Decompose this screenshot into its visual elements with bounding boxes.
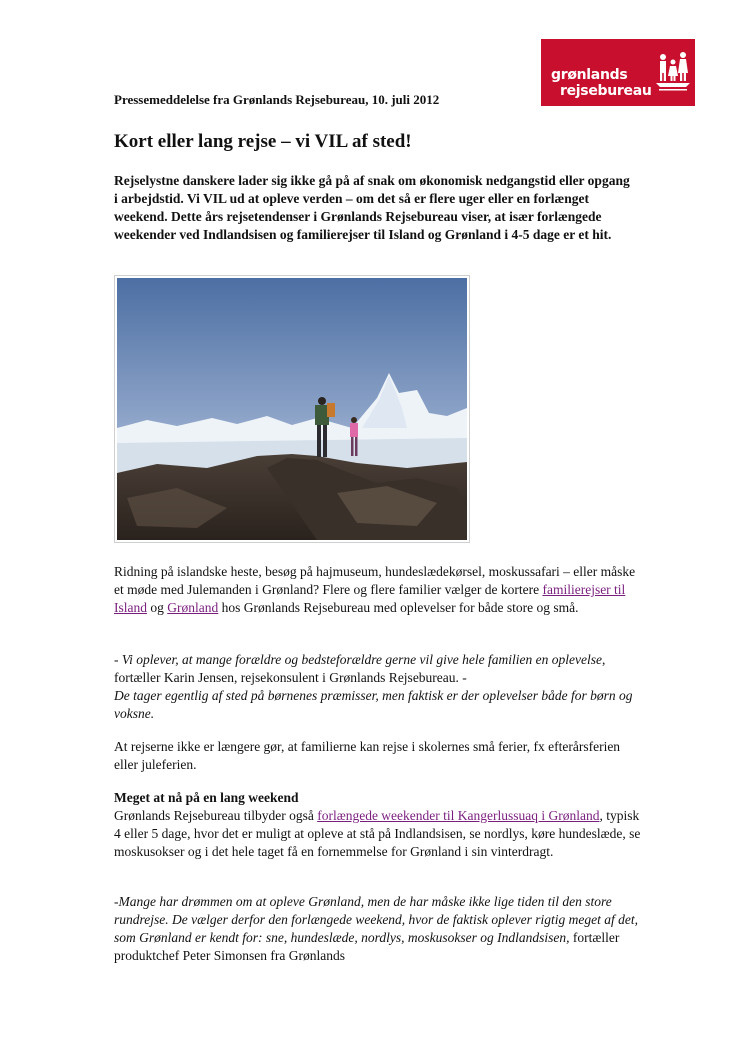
p4-text-a: Grønlands Rejsebureau tilbyder også: [114, 808, 318, 823]
article-photo: [114, 275, 470, 543]
p1-text-b: og: [147, 600, 168, 615]
link-greenland[interactable]: Grønland: [167, 600, 219, 615]
paragraph-quote-karin: [114, 651, 644, 723]
family-icon: [655, 47, 691, 97]
lead-paragraph: Rejselystne danskere lader sig ikke gå på af snak om økonomisk nedgangstid eller opgang i arbejdstid. Vi VIL ud at opleve verden – om det så er flere uger eller en forlænget weekend. Dette års rejsetendenser i Grønlands Rejsebureau viser, at især forlængede weekender ved Indlandsisen og familierejser til Island og Grønland i 4-5 dage er et hit.: [114, 173, 630, 242]
p1-text-c: hos Grønlands Rejsebureau med oplevelser for både store og små.: [218, 600, 579, 615]
page-title: Kort eller lang rejse – vi VIL af sted!: [114, 131, 412, 152]
p1-text-a: Ridning på islandske heste, besøg på hajmuseum, hundeslædekørsel, moskussafari – eller måske et møde med Julemanden i Grønland? Flere og flere familier vælger de kortere: [114, 564, 636, 597]
logo-line2: rejsebureau: [560, 83, 652, 99]
paragraph-quote-peter: [114, 893, 644, 965]
paragraph-long-weekend: [114, 807, 644, 861]
attribution-peter: fortæller produktchef Peter Simonsen fra Grønlands: [114, 930, 620, 963]
subheading-long-weekend: Meget at nå på en lang weekend: [114, 790, 299, 805]
logo-line1: grønlands: [551, 67, 628, 83]
quote-karin-a: - Vi oplever, at mange forældre og bedsteforældre gerne vil give hele familien en oplevelse: [114, 652, 602, 667]
link-family-trips-iceland[interactable]: familierejser til Island: [114, 582, 626, 615]
quote-peter: -Mange har drømmen om at opleve Grønland, men de har måske ikke lige tiden til den store rundrejse. De vælger derfor den forlængede weekend, hvor de faktisk oplever rigtig meget af det, som Grønland er kendt for: sne, hundeslæde, nordlys, moskusokser og Indlandsisen,: [114, 894, 639, 945]
link-kangerlussuaq-weekends[interactable]: forlængede weekender til Kangerlussuaq i Grønland: [317, 808, 600, 823]
paragraph-school-holidays: At rejserne ikke er længere gør, at familierne kan rejse i skolernes små ferier, fx efterårsferien eller juleferien.: [114, 739, 621, 772]
press-release-line: Pressemeddelelse fra Grønlands Rejsebureau, 10. juli 2012: [114, 92, 440, 107]
paragraph-family-trips: [114, 563, 644, 617]
attribution-karin: , fortæller Karin Jensen, rejsekonsulent i Grønlands Rejsebureau. -: [114, 652, 606, 685]
quote-karin-b: De tager egentlig af sted på børnenes præmisser, men faktisk er der oplevelser både for børn og voksne.: [114, 688, 633, 721]
brand-logo: [541, 39, 695, 106]
p4-text-b: , typisk 4 eller 5 dage, hvor det er muligt at opleve at stå på Indlandsisen, se nordlys, køre hundeslæde, se moskusokser og i det hele taget få en fornemmelse for Grønland i sin vinterdragt.: [114, 808, 641, 859]
